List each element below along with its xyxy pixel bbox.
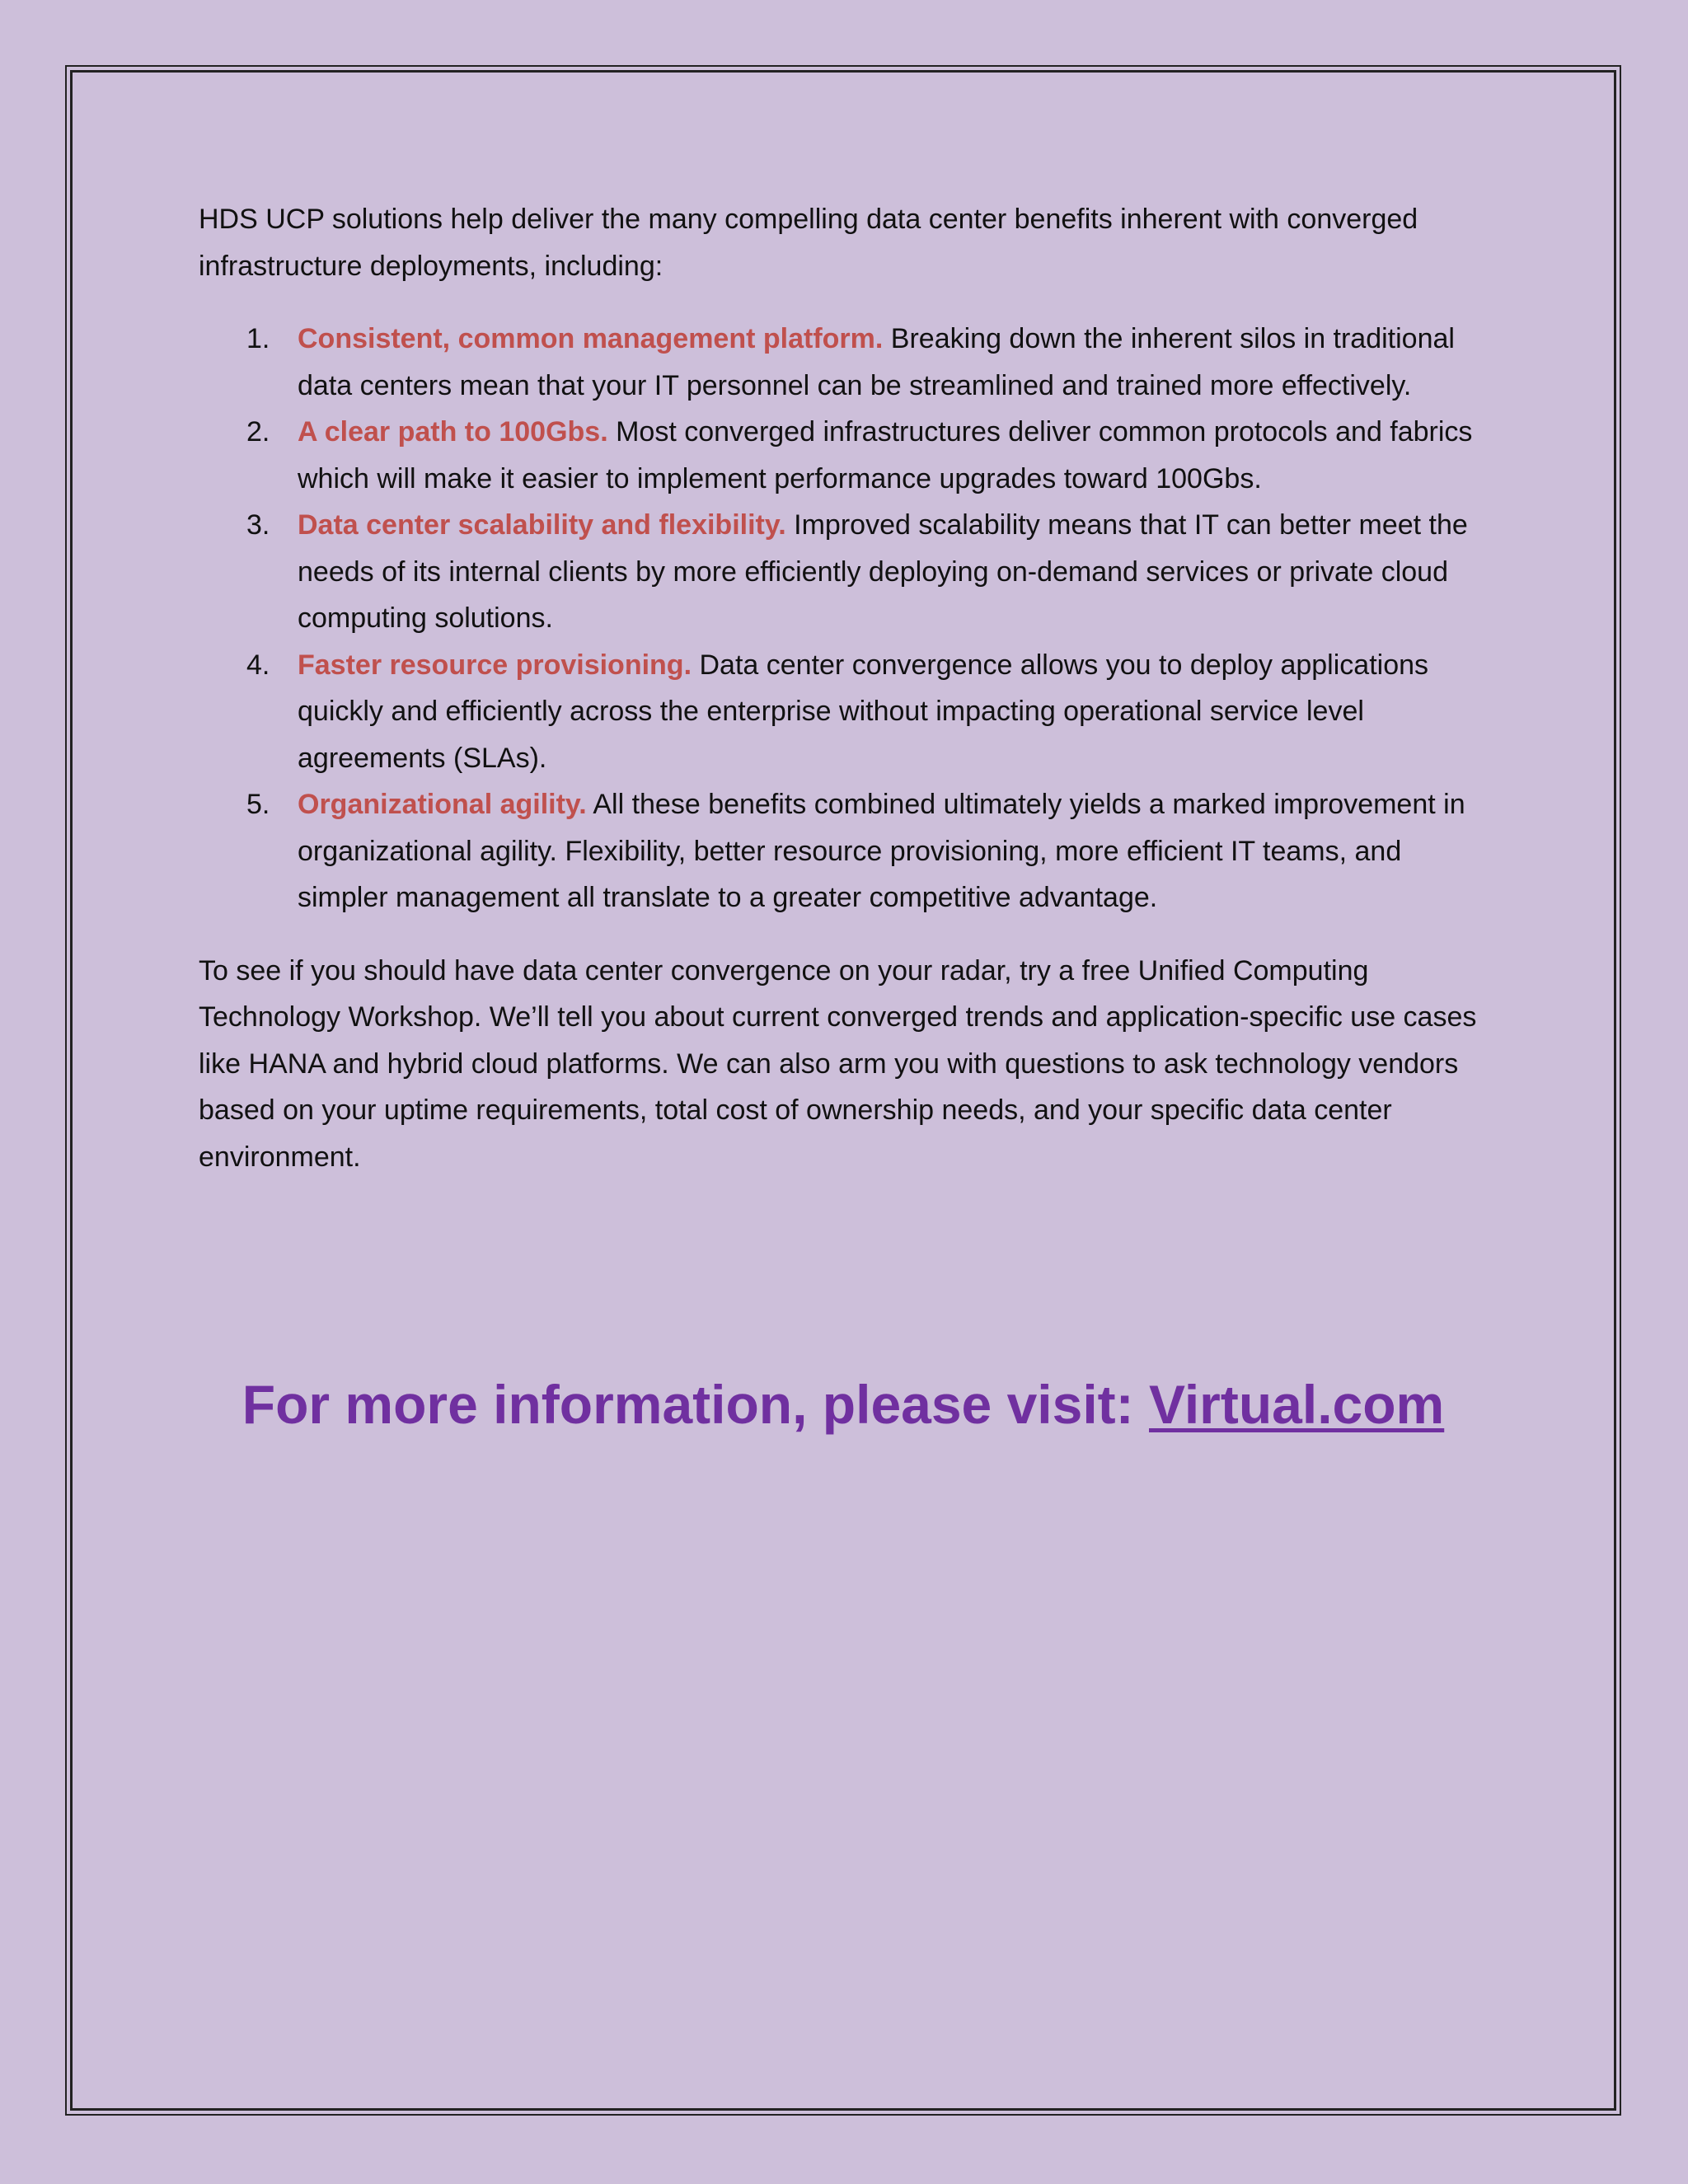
cta-heading [65,1372,1621,1437]
list-item-number: 2. [246,416,270,448]
list-item-text: All these benefits combined ultimately yields a marked improvement in organizational agility. Flexibility, better resource provisioning, more efficient IT teams, and simpler management all translate to a greater competitive advantage. [298,789,1465,913]
document-body [199,196,1493,1180]
list-item-text: Data center convergence allows you to deploy applications quickly and efficiently across the enterprise without impacting operational service level agreements (SLAs). [298,649,1429,774]
closing-paragraph: To see if you should have data center convergence on your radar, try a free Unified Computing Technology Workshop. We’ll tell you about current converged trends and application-specific use cases like HANA and hybrid cloud platforms. We can also arm you with questions to ask technology vendors based on your uptime requirements, total cost of ownership needs, and your specific data center environment. [199,954,1477,1173]
intro-paragraph: HDS UCP solutions help deliver the many compelling data center benefits inherent with converged infrastructure deployments, including: [199,204,1418,282]
benefits-list [199,316,1493,921]
list-item-title: Consistent, common management platform. [298,323,884,354]
list-item-number: 3. [246,509,270,541]
list-item-title: Faster resource provisioning. [298,649,692,681]
list-item-title: Organizational agility. [298,789,587,820]
list-item [199,781,1493,921]
website-link[interactable]: Virtual.com [1149,1374,1445,1435]
list-item-number: 4. [246,649,270,681]
list-item-text: Breaking down the inherent silos in traditional data centers mean that your IT personnel can be streamlined and trained more effectively. [298,323,1455,401]
list-item [199,409,1493,502]
list-item [199,642,1493,782]
list-item-text: Most converged infrastructures deliver common protocols and fabrics which will make it easier to implement performance upgrades toward 100Gbs. [298,416,1473,494]
cta-prefix: For more information, please visit: [241,1374,1134,1435]
list-item-number: 1. [246,323,270,354]
list-item-title: A clear path to 100Gbs. [298,416,608,448]
list-item [199,502,1493,642]
list-item-text: Improved scalability means that IT can better meet the needs of its internal clients by more efficiently deploying on-demand services or private cloud computing solutions. [298,509,1468,634]
list-item [199,316,1493,409]
list-item-title: Data center scalability and flexibility. [298,509,786,541]
list-item-number: 5. [246,789,270,820]
